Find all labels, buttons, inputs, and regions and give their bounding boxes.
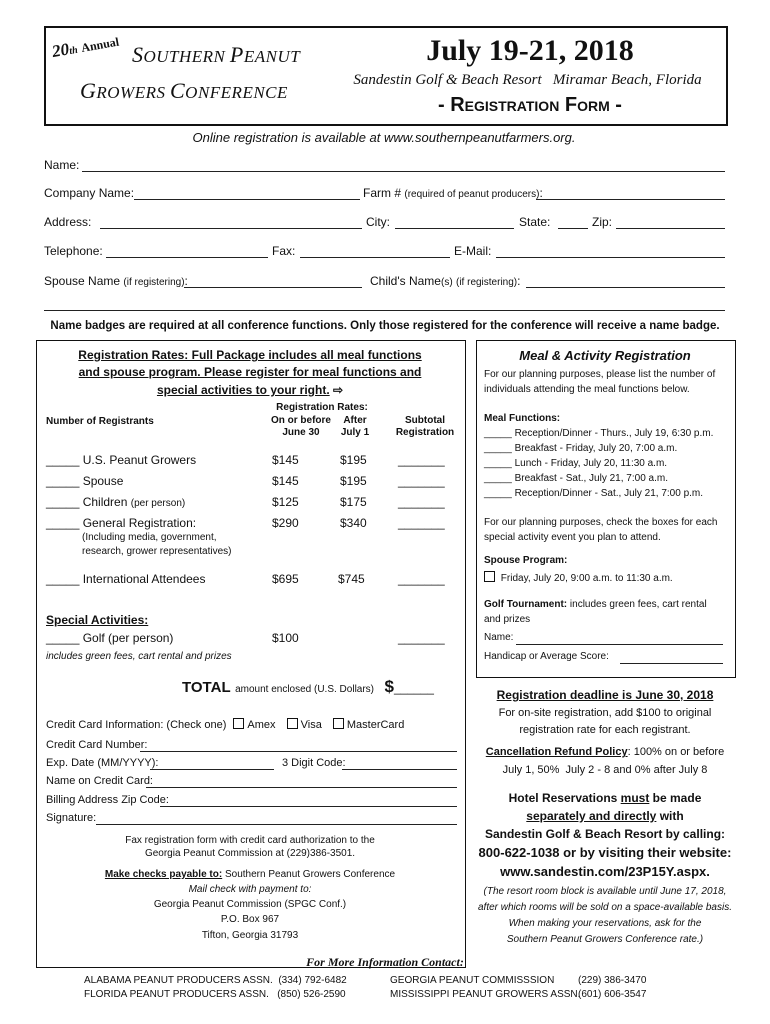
mail-addr-3: Tifton, Georgia 31793 — [201, 930, 299, 941]
arrow-right-icon: ⇨ — [333, 383, 344, 397]
divider — [44, 310, 725, 311]
col-after: After July 1 — [340, 415, 370, 438]
rates-heading-2: and spouse program. Please register for meal functions and — [78, 365, 422, 379]
mail-addr-1: Georgia Peanut Commission (SPGC Conf.) — [153, 899, 347, 910]
rates-heading-1: Registration Rates: Full Package includes all meal functions — [78, 348, 422, 362]
conference-dates: July 19-21, 2018 — [426, 34, 634, 67]
golf-price: $100 — [272, 631, 299, 645]
golf-name-label: Name: — [484, 632, 514, 643]
name-on-card-field[interactable] — [146, 787, 457, 788]
spouse-program-checkbox[interactable] — [484, 571, 495, 582]
fax-note-2: Georgia Peanut Commission at (229)386-3501. — [144, 848, 356, 859]
billing-zip-label: Billing Address Zip Code: — [46, 794, 169, 806]
contact-alabama: ALABAMA PEANUT PRODUCERS ASSN. (334) 792-6482 — [84, 975, 347, 986]
telephone-label: Telephone: — [44, 244, 103, 258]
hotel-phone: 800-622-1038 or by visiting their website: — [478, 845, 732, 860]
cancellation-policy: Cancellation Refund Policy: 100% on or before — [485, 746, 725, 758]
rate-spouse-before: $145 — [272, 474, 299, 488]
fax-note-1: Fax registration form with credit card authorization to the — [125, 835, 375, 846]
digit-label: 3 Digit Code: — [282, 757, 346, 769]
rates-heading-3: special activities to your right. ⇨ — [156, 383, 344, 397]
name-field[interactable] — [82, 171, 725, 172]
zip-field[interactable] — [616, 228, 725, 229]
zip-label: Zip: — [592, 215, 613, 229]
golf-note: includes green fees, cart rental and prizes — [46, 651, 232, 662]
hotel-note-3: When making your reservations, ask for the — [508, 918, 702, 929]
rate-row-children[interactable]: _____ Children (per person) — [46, 495, 186, 509]
general-note-1: (Including media, government, — [82, 532, 217, 543]
rate-general-after: $340 — [340, 516, 367, 530]
col-number-registrants: Number of Registrants — [46, 416, 154, 427]
rate-general-subtotal[interactable]: _______ — [398, 516, 445, 530]
meals-title: Meal & Activity Registration — [519, 348, 691, 363]
city-label: City: — [366, 215, 390, 229]
meal-functions-title: Meal Functions: — [484, 413, 561, 424]
hotel-line-3: Sandestin Golf & Beach Resort by calling: — [484, 827, 726, 841]
rate-row-general[interactable]: _____ General Registration: — [46, 516, 197, 530]
exp-label: Exp. Date (MM/YYYY): — [46, 757, 159, 769]
spouse-label: Spouse Name (if registering): — [44, 274, 188, 288]
telephone-field[interactable] — [106, 257, 268, 258]
golf-handicap-label: Handicap or Average Score: — [484, 651, 609, 662]
mastercard-checkbox[interactable] — [333, 718, 344, 729]
golf-subtotal[interactable]: _______ — [398, 631, 445, 645]
conference-name-line1: SOUTHERN PEANUT — [132, 42, 301, 67]
digit-field[interactable] — [342, 769, 457, 770]
rate-general-before: $290 — [272, 516, 299, 530]
rate-children-after: $175 — [340, 495, 367, 509]
rate-growers-subtotal[interactable]: _______ — [398, 453, 445, 467]
general-note-2: research, grower representatives) — [82, 546, 232, 557]
contact-georgia: GEORGIA PEANUT COMMISSSION — [390, 975, 555, 986]
fax-field[interactable] — [300, 257, 450, 258]
golf-handicap-field[interactable] — [620, 663, 723, 664]
online-registration-note: Online registration is available at www.southernpeanutfarmers.org. — [192, 130, 576, 145]
rate-row-international[interactable]: _____ International Attendees — [46, 572, 206, 586]
cc-number-label: Credit Card Number: — [46, 739, 148, 751]
child-field[interactable] — [526, 287, 725, 288]
onsite-note-2: registration rate for each registrant. — [519, 724, 691, 736]
rate-growers-before: $145 — [272, 453, 299, 467]
special-intro-2: special activity event you plan to attend. — [484, 532, 661, 543]
golf-row[interactable]: _____ Golf (per person) — [46, 631, 174, 645]
address-label: Address: — [44, 215, 92, 229]
onsite-note-1: For on-site registration, add $100 to original — [498, 707, 712, 719]
col-before: On or before June 30 — [270, 415, 331, 438]
registration-deadline: Registration deadline is June 30, 2018 — [496, 688, 714, 702]
form-title: - Registration Form - — [438, 94, 622, 116]
farm-label: Farm # (required of peanut producers): — [363, 186, 543, 200]
contact-georgia-phone: (229) 386-3470 — [578, 975, 647, 986]
farm-field[interactable] — [536, 199, 725, 200]
rate-growers-after: $195 — [340, 453, 367, 467]
special-activities-title: Special Activities: — [46, 613, 149, 627]
hotel-note-2: after which rooms will be sold on a space-available basis. — [477, 902, 732, 913]
state-label: State: — [519, 215, 551, 229]
golf-name-field[interactable] — [516, 644, 723, 645]
golf-tournament: Golf Tournament: includes green fees, cart rental — [484, 599, 707, 610]
meal-item-2[interactable]: _____ Breakfast - Friday, July 20, 7:00 a.m. — [484, 443, 678, 454]
visa-checkbox[interactable] — [287, 718, 298, 729]
contact-florida: FLORIDA PEANUT PRODUCERS ASSN. (850) 526-2590 — [84, 989, 346, 1000]
address-field[interactable] — [100, 228, 362, 229]
billing-zip-field[interactable] — [160, 806, 457, 807]
mail-addr-2: P.O. Box 967 — [220, 914, 280, 925]
hotel-note-1: (The resort room block is available until June 17, 2018, — [483, 886, 727, 897]
meal-item-1[interactable]: _____ Reception/Dinner - Thurs., July 19, 6:30 p.m. — [484, 428, 714, 439]
rate-spouse-subtotal[interactable]: _______ — [398, 474, 445, 488]
name-on-card-label: Name on Credit Card: — [46, 775, 153, 787]
rate-children-before: $125 — [272, 495, 299, 509]
cc-info: Credit Card Information: (Check one) Amex Visa MasterCard — [46, 719, 405, 731]
contact-mississippi: MISSISSIPPI PEANUT GROWERS ASSN. — [390, 989, 581, 1000]
state-field[interactable] — [558, 228, 588, 229]
amex-checkbox[interactable] — [233, 718, 244, 729]
mail-note: Mail check with payment to: — [188, 884, 312, 895]
name-label: Name: — [44, 158, 80, 172]
col-rates-title: Registration Rates: — [276, 402, 368, 413]
hotel-line-1: Hotel Reservations must be made — [508, 791, 702, 805]
child-label: Child's Name(s) (if registering): — [370, 274, 521, 288]
signature-label: Signature: — [46, 812, 97, 824]
annual-badge: 20th Annual — [50, 34, 121, 62]
email-field[interactable] — [496, 257, 725, 258]
golf-tournament-desc-2: and prizes — [484, 614, 531, 625]
fax-label: Fax: — [272, 244, 296, 258]
exp-field[interactable] — [150, 769, 274, 770]
hotel-line-2: separately and directly with — [526, 809, 684, 823]
rate-row-growers[interactable]: _____ U.S. Peanut Growers — [46, 453, 197, 467]
company-field[interactable] — [134, 199, 360, 200]
contact-mississippi-phone: (601) 606-3547 — [578, 989, 647, 1000]
hotel-website[interactable]: www.sandestin.com/23P15Y.aspx. — [500, 864, 710, 879]
meal-item-5[interactable]: _____ Reception/Dinner - Sat., July 21, 7:00 p.m. — [484, 488, 704, 499]
rate-row-spouse[interactable]: _____ Spouse — [46, 474, 124, 488]
signature-field[interactable] — [96, 824, 457, 825]
conference-name-line2: GROWERS CONFERENCE — [80, 78, 288, 103]
cancellation-policy-2: July 1, 50% July 2 - 8 and 0% after July 8 — [502, 764, 708, 776]
meal-item-4[interactable]: _____ Breakfast - Sat., July 21, 7:00 a.m. — [484, 473, 668, 484]
rate-intl-after: $745 — [338, 572, 365, 586]
spouse-field[interactable] — [184, 287, 362, 288]
rate-children-subtotal[interactable]: _______ — [398, 495, 445, 509]
checks-payable: Make checks payable to: Southern Peanut Growers Conference — [104, 869, 396, 880]
email-label: E-Mail: — [454, 244, 492, 258]
spouse-program-title: Spouse Program: — [484, 555, 568, 566]
venue: Sandestin Golf & Beach Resort Miramar Beach, Florida — [353, 72, 702, 88]
rate-intl-subtotal[interactable]: _______ — [398, 572, 445, 586]
rate-intl-before: $695 — [272, 572, 299, 586]
meals-intro-1: For our planning purposes, please list the number of — [484, 369, 716, 380]
company-label: Company Name: — [44, 186, 135, 200]
rate-spouse-after: $195 — [340, 474, 367, 488]
city-field[interactable] — [395, 228, 514, 229]
spouse-program-item: Friday, July 20, 9:00 a.m. to 11:30 a.m. — [484, 571, 673, 584]
meals-intro-2: individuals attending the meal functions below. — [484, 384, 690, 395]
hotel-note-4: Southern Peanut Growers Conference rate.) — [506, 934, 704, 945]
total-row: TOTAL amount enclosed (U.S. Dollars) $______ — [182, 677, 434, 696]
special-intro-1: For our planning purposes, check the boxes for each — [484, 517, 718, 528]
cc-number-field[interactable] — [140, 751, 457, 752]
total-field[interactable]: ______ — [393, 681, 434, 695]
badges-note: Name badges are required at all conference functions. Only those registered for the conference will receive a name badge. — [50, 320, 720, 332]
meal-item-3[interactable]: _____ Lunch - Friday, July 20, 11:30 a.m. — [484, 458, 668, 469]
col-subtotal: Subtotal Registration — [395, 415, 455, 438]
footer-title: For More Information Contact: — [306, 955, 464, 969]
